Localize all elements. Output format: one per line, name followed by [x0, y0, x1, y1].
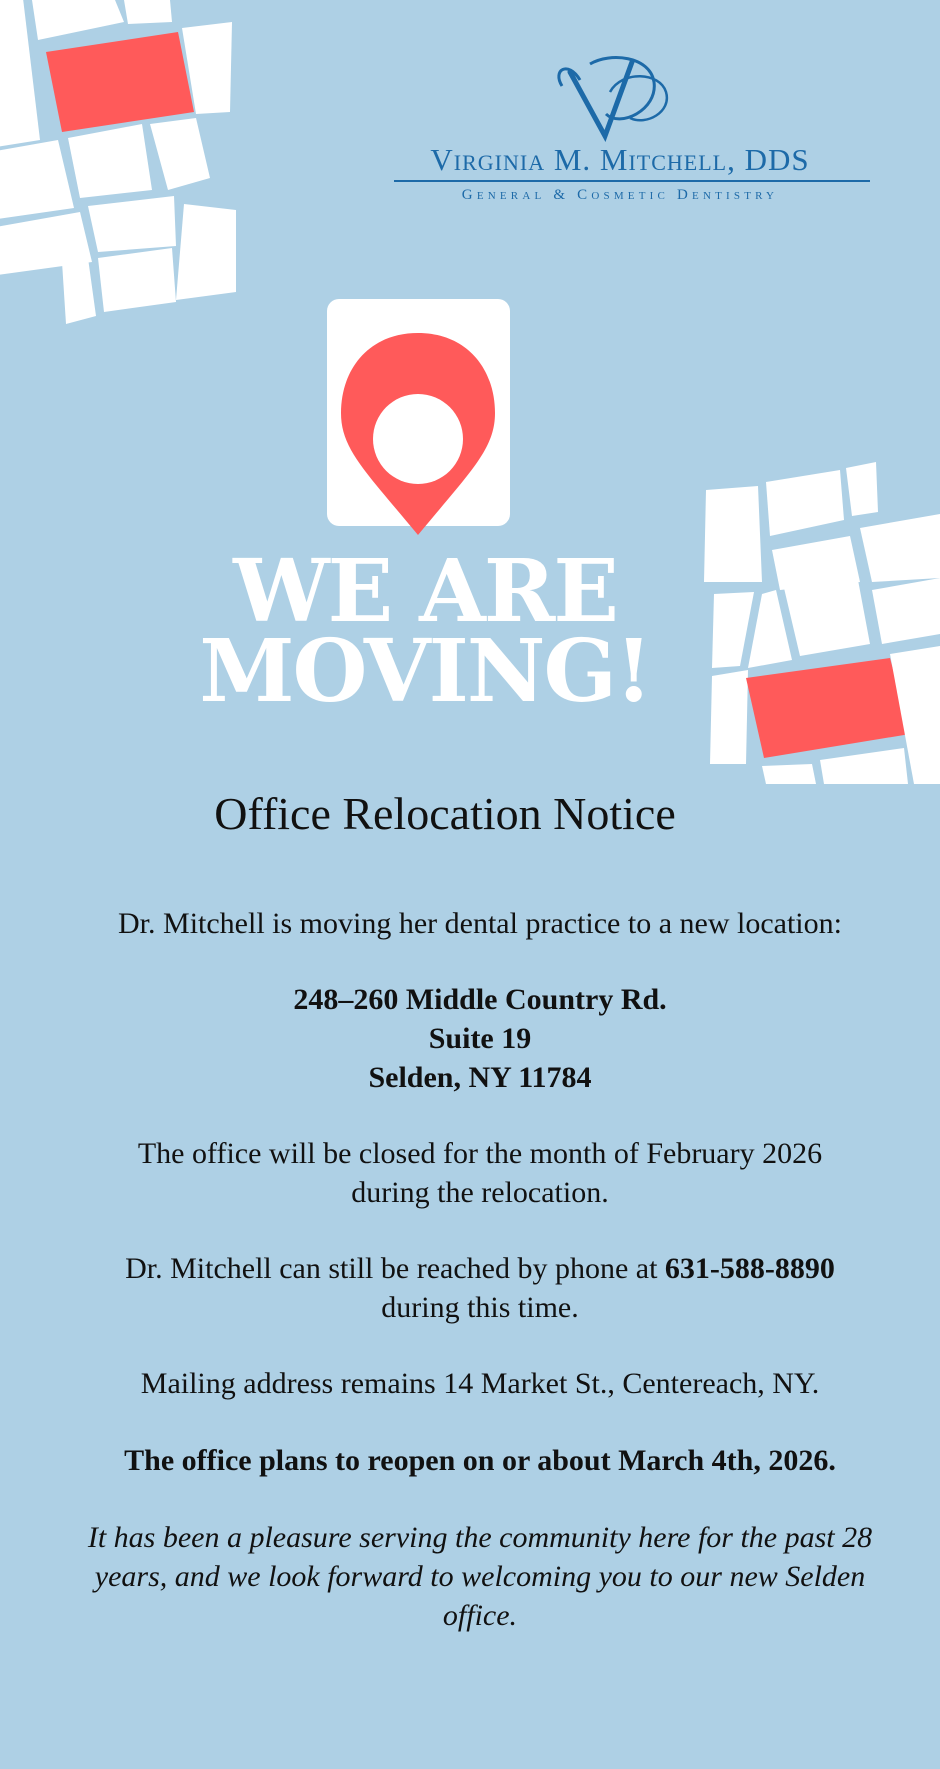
- mailing-address: Mailing address remains 14 Market St., Centereach, NY.: [140, 1367, 820, 1400]
- phone-notice: [40, 1249, 920, 1327]
- address-city: Selden, NY 11784: [368, 1061, 592, 1094]
- reopen-notice: The office plans to reopen on or about March 4th, 2026.: [124, 1444, 836, 1477]
- practice-subtitle: General & Cosmetic Dentistry: [461, 187, 779, 203]
- intro-text: Dr. Mitchell is moving her dental practice to a new location:: [118, 907, 842, 940]
- map-tiles-decoration-top: [0, 0, 240, 330]
- location-pin-icon: [327, 299, 510, 539]
- address-street: 248–260 Middle Country Rd.: [293, 983, 667, 1016]
- phone-number: 631-588-8890: [664, 1252, 835, 1285]
- new-address: [40, 980, 920, 1097]
- vm-monogram-icon: [550, 52, 680, 142]
- map-tiles-decoration-bottom: [700, 458, 940, 788]
- notice-title: Office Relocation Notice: [214, 788, 676, 839]
- phone-suffix: during this time.: [381, 1291, 579, 1324]
- headline: [170, 541, 680, 722]
- closure-line-2: during the relocation.: [351, 1176, 609, 1209]
- logo-divider: [394, 180, 870, 182]
- practice-name: Virginia M. Mitchell, DDS: [430, 142, 810, 177]
- closure-notice: [40, 1134, 920, 1212]
- headline-line-2: MOVING!: [199, 621, 651, 722]
- closing-message: It has been a pleasure serving the community here for the past 28 years, and we look forward to welcoming you to our new Selden office.: [87, 1521, 873, 1632]
- headline-line-1: WE ARE: [233, 541, 617, 642]
- closure-line-1: The office will be closed for the month of February 2026: [137, 1137, 823, 1170]
- location-card: [327, 299, 510, 526]
- practice-logo: [370, 52, 870, 212]
- address-suite: Suite 19: [428, 1022, 532, 1055]
- phone-prefix: Dr. Mitchell can still be reached by phone at: [125, 1252, 665, 1285]
